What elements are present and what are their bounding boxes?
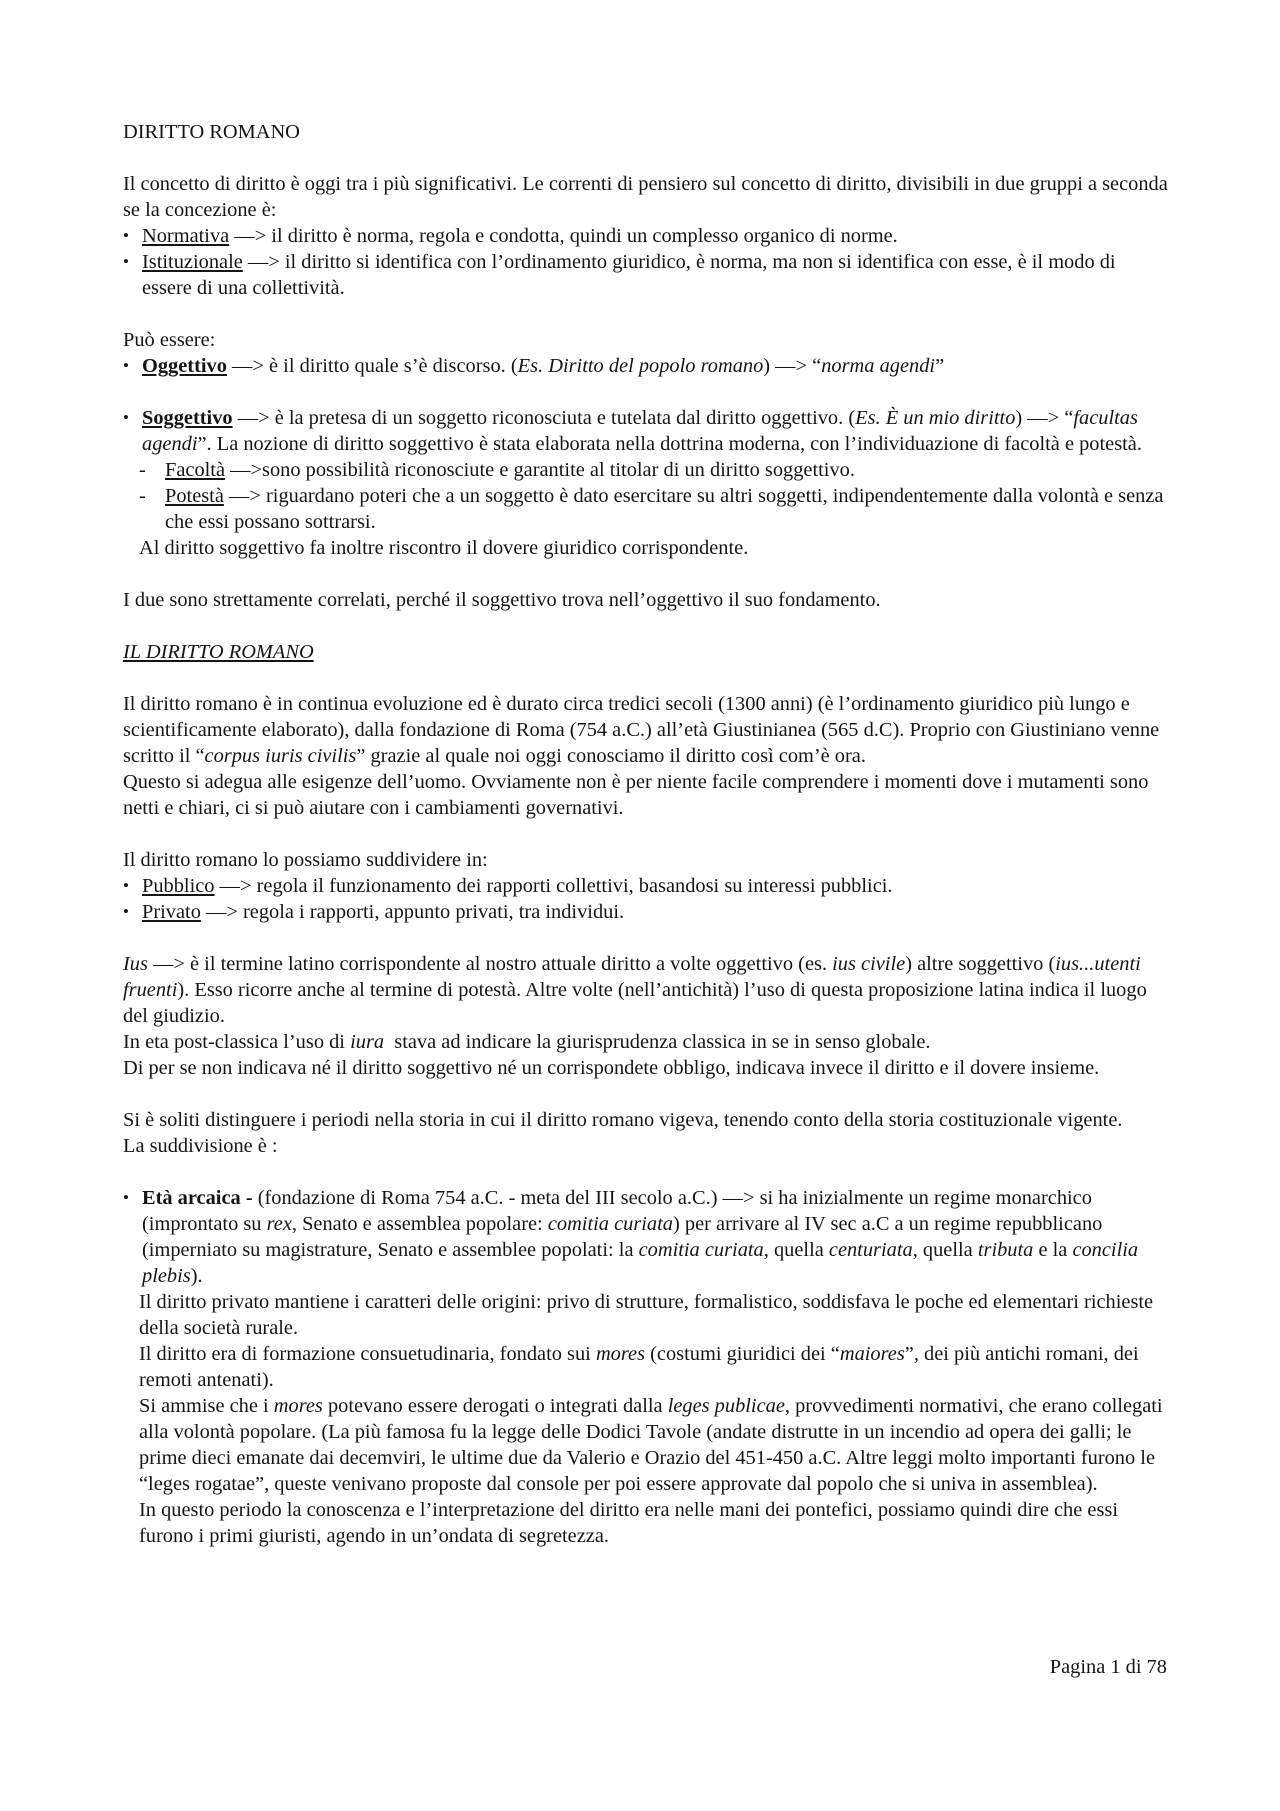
di-per-se-paragraph: Di per se non indicava né il diritto soggettivo né un corrispondete obbligo, indicava invece il diritto e il dovere insieme. [123, 1057, 1100, 1079]
consuetudinaria-paragraph: Il diritto era di formazione consuetudinaria, fondato sui mores (costumi giuridici dei “maiores”, dei più antichi romani, dei remoti antenati). [139, 1343, 1139, 1391]
privato-origini-paragraph: Il diritto privato mantiene i caratteri delle origini: privo di strutture, formalistico, soddisfava le poche ed elementari richieste della società rurale. [139, 1291, 1154, 1339]
term-normativa: Normativa [142, 225, 230, 247]
periodi-paragraph: Si è soliti distinguere i periodi nella storia in cui il diritto romano vigeva, tenendo conto della storia costituzionale vigente. [123, 1109, 1123, 1131]
dash-potesta: - Potestà —> riguardano poteri che a un soggetto è dato esercitare su altri soggetti, indipendentemente dalla volontà e senza che essi possano sottrarsi. [123, 483, 1168, 535]
intro-paragraph: Il concetto di diritto è oggi tra i più significativi. Le correnti di pensiero sul concetto di diritto, divisibili in due gruppi a seconda se la concezione è: [123, 173, 1168, 221]
bullet-soggettivo: • Soggettivo —> è la pretesa di un soggetto riconosciuta e tutelata dal diritto oggettivo. (Es. È un mio diritto) —> “facultas agendi”. La nozione di diritto soggettivo è stata elaborata nella dottrina moderna, con l’individuazione di facoltà e potestà. [123, 405, 1168, 457]
term-privato: Privato [142, 901, 201, 923]
bullet-oggettivo: • Oggettivo —> è il diritto quale s’è discorso. (Es. Diritto del popolo romano) —> “norma agendi” [123, 353, 1168, 379]
term-pubblico: Pubblico [142, 875, 215, 897]
correlati-paragraph: I due sono strettamente correlati, perché il soggettivo trova nell’oggettivo il suo fondamento. [123, 589, 881, 611]
suddividere-paragraph: Il diritto romano lo possiamo suddividere in: [123, 849, 488, 871]
iura-paragraph: In eta post-classica l’uso di iura stava ad indicare la giurisprudenza classica in se in senso globale. [123, 1031, 931, 1053]
bullet-pubblico: • Pubblico —> regola il funzionamento dei rapporti collettivi, basandosi su interessi pubblici. [123, 873, 1168, 899]
dash-facolta: - Facoltà —>sono possibilità riconosciute e garantite al titolar di un diritto soggettivo. [123, 457, 1168, 483]
bullet-privato: • Privato —> regola i rapporti, appunto privati, tra individui. [123, 899, 1168, 925]
adegua-paragraph: Questo si adegua alle esigenze dell’uomo. Ovviamente non è per niente facile comprendere i momenti dove i mutamenti sono netti e chiari, ci si può aiutare con i cambiamenti governativi. [123, 771, 1149, 819]
term-soggettivo: Soggettivo [142, 407, 233, 429]
page-content [123, 119, 1168, 1549]
term-potesta: Potestà [165, 485, 224, 507]
page-number: Pagina 1 di 78 [1049, 1656, 1167, 1678]
pontefici-paragraph: In questo periodo la conoscenza e l’interpretazione del diritto era nelle mani dei pontefici, possiamo quindi dire che essi furono i primi giuristi, agendo in un’ondata di segretezza. [139, 1499, 1118, 1547]
term-oggettivo: Oggettivo [142, 355, 227, 377]
section-heading: IL DIRITTO ROMANO [123, 641, 314, 663]
bullet-istituzionale: • Istituzionale —> il diritto si identifica con l’ordinamento giuridico, è norma, ma non si identifica con esse, è il modo di essere di una collettività. [123, 249, 1168, 301]
term-ius: Ius [123, 953, 148, 975]
term-facolta: Facoltà [165, 459, 226, 481]
evoluzione-paragraph: Il diritto romano è in continua evoluzione ed è durato circa tredici secoli (1300 anni) (è l’ordinamento giuridico più lungo e scientificamente elaborato), dalla fondazione di Roma (754 a.C.) all’età Giustinianea (565 d.C). Proprio con Giustiniano venne scritto il “corpus iuris civilis” grazie al quale noi oggi conosciamo il diritto così com’è ora. [123, 693, 1160, 767]
term-eta-arcaica: Età arcaica - [142, 1187, 253, 1209]
term-istituzionale: Istituzionale [142, 251, 243, 273]
ius-paragraph: Ius —> è il termine latino corrispondente al nostro attuale diritto a volte oggettivo (es. ius civile) altre soggettivo (ius...utenti fruenti). Esso ricorre anche al termine di potestà. Altre volte (nell’antichità) l’uso di questa proposizione latina indica il luogo del giudizio. [123, 953, 1147, 1027]
ammise-paragraph: Si ammise che i mores potevano essere derogati o integrati dalla leges publicae, provvedimenti normativi, che erano collegati alla volontà popolare. (La più famosa fu la legge delle Dodici Tavole (andate distrutte in un incendio ad opera dei galli; le prime dieci emanate dai decemviri, le ultime due da Valerio e Orazio del 451-450 a.C. Altre leggi molto importanti furono le “leges rogatae”, queste venivano proposte dal console per poi essere approvate dal popolo che si univa in assemblea). [139, 1395, 1163, 1495]
bullet-eta-arcaica: • Età arcaica - (fondazione di Roma 754 a.C. - meta del III secolo a.C.) —> si ha inizialmente un regime monarchico (improntato su rex, Senato e assemblea popolare: comitia curiata) per arrivare al IV sec a.C a un regime repubblicano (imperniato su magistrature, Senato e assemblee popolati: la comitia curiata, quella centuriata, quella tributa e la concilia plebis). [123, 1185, 1168, 1289]
riscontro-paragraph: Al diritto soggettivo fa inoltre riscontro il dovere giuridico corrispondente. [139, 537, 749, 559]
suddivisione-paragraph: La suddivisione è : [123, 1135, 278, 1157]
bullet-normativa: • Normativa —> il diritto è norma, regola e condotta, quindi un complesso organico di norme. [123, 223, 1168, 249]
puo-essere: Può essere: [123, 329, 216, 351]
document-title: DIRITTO ROMANO [123, 121, 300, 143]
